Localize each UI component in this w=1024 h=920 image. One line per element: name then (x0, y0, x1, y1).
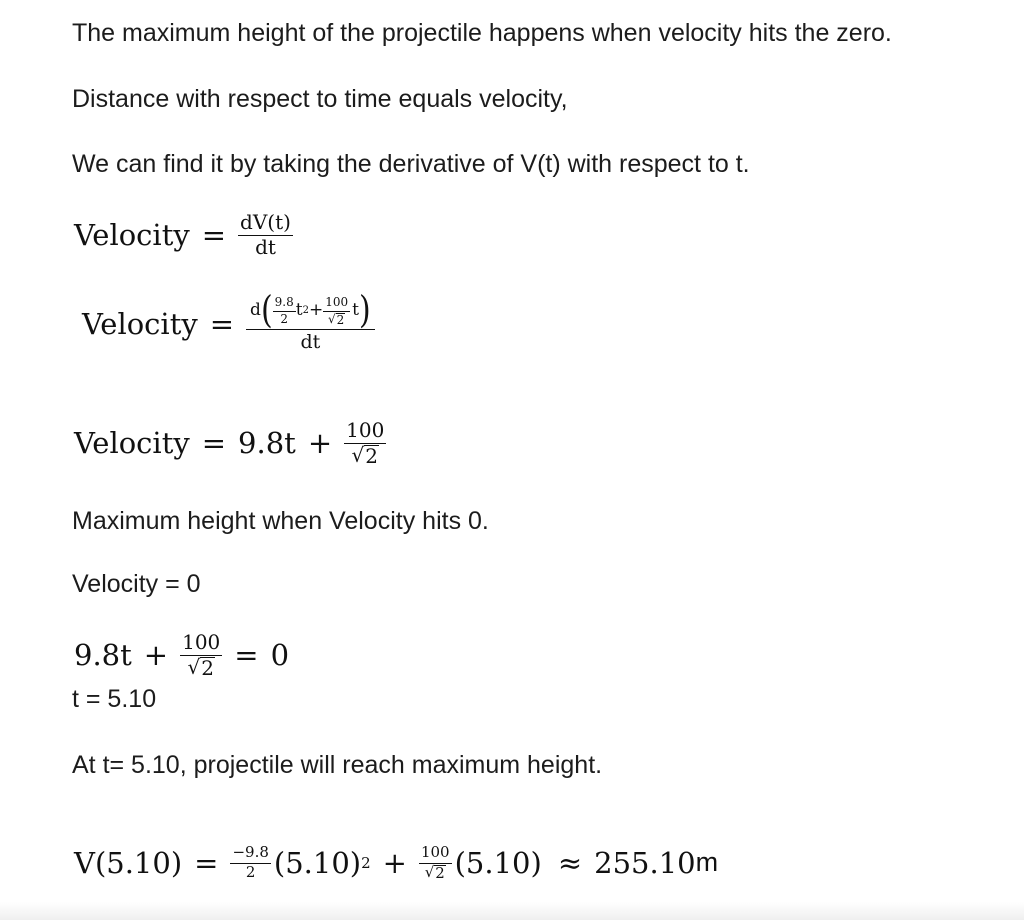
eq2-sqrt-sign: √ (328, 312, 336, 327)
eq2-exp: 2 (302, 304, 309, 316)
eq3-equals: = (201, 426, 227, 460)
eq3-lhs: Velocity (74, 426, 190, 460)
eq5-f2-den (423, 864, 448, 881)
eq5-sqrt-arg: 2 (435, 863, 445, 882)
paragraph-derivative-method: We can find it by taking the derivative of V(t) with respect to t. (72, 150, 750, 178)
eq5-lhs: V(5.10) (74, 845, 183, 880)
eq5-base1: (5.10) (273, 845, 362, 880)
eq2-right-paren: ) (358, 288, 371, 333)
eq1-fraction (238, 212, 293, 258)
eq5-f1-num: −9.8 (230, 845, 270, 864)
eq4-rhs: 0 (270, 638, 290, 672)
paragraph-max-height-intro: The maximum height of the projectile happens when velocity hits the zero. (72, 19, 892, 47)
paragraph-distance-velocity: Distance with respect to time equals velocity, (72, 85, 568, 113)
eq4-sqrt-arg: 2 (201, 656, 214, 680)
eq4-plus: + (143, 638, 169, 672)
eq5-unit: m (695, 847, 719, 878)
eq5-fraction-neg-9-8-over-2 (230, 845, 270, 881)
eq2-plus: + (308, 300, 324, 321)
eq1-lhs: Velocity (74, 218, 190, 252)
eq2-numerator (246, 288, 375, 333)
eq5-fraction-100-over-sqrt2 (419, 845, 452, 881)
eq3-sqrt-arg: 2 (365, 444, 378, 468)
eq2-equals: = (209, 307, 235, 342)
eq1-denominator: dt (255, 235, 276, 259)
eq3-plus: + (307, 426, 333, 460)
eq2-fraction (246, 288, 375, 353)
eq3-denominator (349, 444, 380, 466)
bottom-fade (0, 902, 1024, 920)
eq3-numerator: 100 (346, 418, 385, 442)
eq2-fraction-9-8-over-2 (273, 296, 296, 325)
eq2-f2-num: 100 (323, 296, 350, 312)
eq4-term: 9.8t (74, 638, 132, 672)
eq2-f1-num: 9.8 (273, 296, 296, 312)
eq5-value: 255.10 (594, 845, 696, 880)
eq2-f2-den (326, 312, 347, 326)
eq3-term: 9.8t (238, 426, 296, 460)
eq5-f1-den: 2 (245, 862, 256, 881)
paragraph-max-height-condition: Maximum height when Velocity hits 0. (72, 507, 489, 535)
equation-solve-t (74, 632, 289, 678)
eq5-equals: = (194, 845, 219, 880)
equation-velocity-expanded (82, 288, 375, 353)
eq2-lhs: Velocity (82, 307, 198, 342)
eq2-t1: t (295, 300, 303, 321)
eq4-equals: = (234, 638, 259, 672)
eq2-sqrt-arg: 2 (336, 312, 345, 327)
eq4-sqrt-sign: √ (187, 655, 201, 679)
equation-velocity-result (74, 420, 386, 466)
eq2-denominator: dt (300, 331, 321, 353)
eq3-fraction (344, 420, 386, 466)
eq5-approx: ≈ (557, 845, 583, 880)
eq2-left-paren: ( (260, 288, 273, 333)
eq1-equals: = (201, 218, 227, 252)
eq4-denominator (185, 656, 216, 678)
eq3-sqrt-sign: √ (351, 443, 365, 467)
eq5-sqrt-sign: √ (424, 863, 435, 881)
eq4-fraction (180, 632, 222, 678)
eq2-fraction-100-over-sqrt2 (323, 296, 350, 326)
eq2-f1-den: 2 (280, 312, 289, 326)
eq5-plus: + (382, 845, 407, 880)
paragraph-velocity-zero: Velocity = 0 (72, 570, 201, 598)
paragraph-conclusion: At t= 5.10, projectile will reach maximum height. (72, 751, 603, 779)
eq2-t2: t (352, 300, 359, 321)
eq4-numerator: 100 (182, 630, 221, 654)
eq5-f2-num: 100 (419, 845, 452, 864)
equation-velocity-derivative (74, 212, 293, 258)
paragraph-t-value: t = 5.10 (72, 685, 157, 713)
equation-max-height-value (74, 845, 718, 881)
eq5-base2: (5.10) (454, 845, 542, 880)
eq1-numerator: dV(t) (240, 210, 291, 234)
eq5-exp: 2 (361, 853, 371, 872)
eq2-d: d (250, 300, 261, 321)
